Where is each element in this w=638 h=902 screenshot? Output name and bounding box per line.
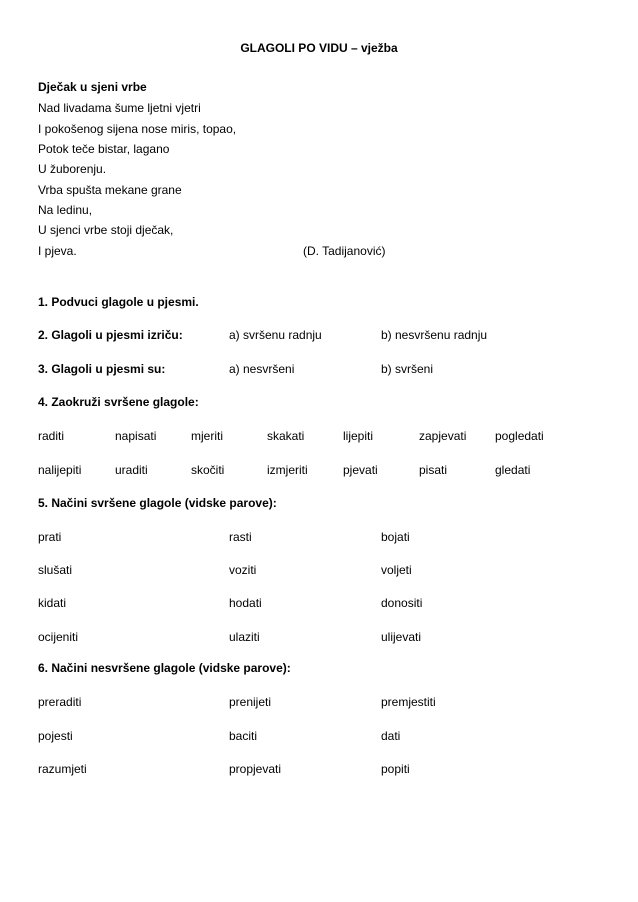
- exercise-4-heading: 4. Zaokruži svršene glagole:: [38, 395, 199, 409]
- poem-line: I pjeva.: [38, 244, 77, 258]
- verb-item: propjevati: [229, 762, 282, 776]
- exercise-2-option-a: a) svršenu radnju: [229, 328, 322, 342]
- verb-item: prenijeti: [229, 695, 272, 709]
- verb-item: donositi: [381, 596, 423, 610]
- poem-line: U sjenci vrbe stoji dječak,: [38, 223, 174, 237]
- verb-item: razumjeti: [38, 762, 87, 776]
- verb-item: hodati: [229, 596, 262, 610]
- verb-item: pjevati: [343, 463, 378, 477]
- exercise-3-heading: 3. Glagoli u pjesmi su:: [38, 362, 166, 376]
- verb-item: ulijevati: [381, 630, 422, 644]
- verb-item: mjeriti: [191, 429, 223, 443]
- exercise-2-option-b: b) nesvršenu radnju: [381, 328, 488, 342]
- verb-item: pojesti: [38, 729, 73, 743]
- verb-item: skakati: [267, 429, 305, 443]
- verb-item: lijepiti: [343, 429, 374, 443]
- verb-item: voljeti: [381, 563, 412, 577]
- verb-item: prati: [38, 530, 62, 544]
- verb-item: dati: [381, 729, 401, 743]
- verb-item: slušati: [38, 563, 73, 577]
- verb-item: raditi: [38, 429, 65, 443]
- poem-line: Vrba spušta mekane grane: [38, 183, 182, 197]
- verb-item: nalijepiti: [38, 463, 82, 477]
- verb-item: uraditi: [115, 463, 148, 477]
- exercise-3-option-b: b) svršeni: [381, 362, 434, 376]
- verb-item: voziti: [229, 563, 257, 577]
- verb-item: popiti: [381, 762, 410, 776]
- verb-item: napisati: [115, 429, 157, 443]
- verb-item: ulaziti: [229, 630, 260, 644]
- verb-item: skočiti: [191, 463, 225, 477]
- verb-item: pogledati: [495, 429, 544, 443]
- poem-author: (D. Tadijanović): [303, 244, 386, 258]
- exercise-2-heading: 2. Glagoli u pjesmi izriču:: [38, 328, 183, 342]
- verb-item: rasti: [229, 530, 252, 544]
- verb-item: bojati: [381, 530, 410, 544]
- verb-item: pisati: [419, 463, 448, 477]
- exercise-1-heading: 1. Podvuci glagole u pjesmi.: [38, 295, 199, 309]
- verb-item: baciti: [229, 729, 258, 743]
- verb-item: preraditi: [38, 695, 82, 709]
- poem-line: Nad livadama šume ljetni vjetri: [38, 101, 201, 115]
- verb-item: zapjevati: [419, 429, 467, 443]
- verb-item: premjestiti: [381, 695, 436, 709]
- verb-item: kidati: [38, 596, 67, 610]
- poem-line: Na ledinu,: [38, 203, 93, 217]
- poem-line: I pokošenog sijena nose miris, topao,: [38, 122, 237, 136]
- page-title: GLAGOLI PO VIDU – vježba: [240, 41, 398, 55]
- exercise-6-heading: 6. Načini nesvršene glagole (vidske parove):: [38, 661, 291, 675]
- verb-item: izmjeriti: [267, 463, 308, 477]
- verb-item: gledati: [495, 463, 531, 477]
- poem-line: Potok teče bistar, lagano: [38, 142, 170, 156]
- poem-line: U žuborenju.: [38, 162, 107, 176]
- exercise-3-option-a: a) nesvršeni: [229, 362, 295, 376]
- exercise-5-heading: 5. Načini svršene glagole (vidske parove):: [38, 496, 277, 510]
- poem-heading: Dječak u sjeni vrbe: [38, 80, 147, 94]
- verb-item: ocijeniti: [38, 630, 79, 644]
